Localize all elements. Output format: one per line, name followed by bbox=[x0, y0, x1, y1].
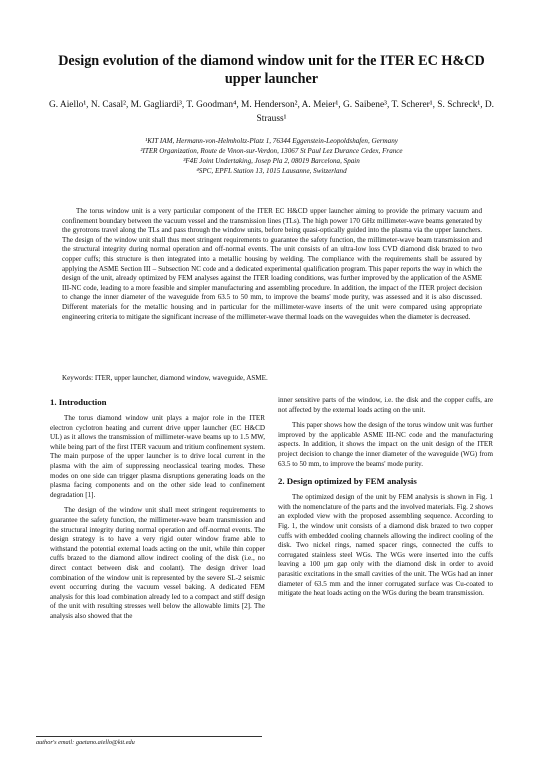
intro-paragraph-continued: inner sensitive parts of the window, i.e. the disk and the copper cuffs, are not affected by the external loads acting on the unit. bbox=[278, 396, 493, 414]
footnote-email: author's email: gaetano.aiello@kit.edu bbox=[36, 739, 135, 746]
affiliation-3: ³F4E Joint Undertaking, Josep Pla 2, 08019 Barcelona, Spain bbox=[183, 157, 360, 165]
section-heading-fem: 2. Design optimized by FEM analysis bbox=[278, 476, 417, 487]
left-column bbox=[50, 396, 265, 627]
intro-paragraph-3: This paper shows how the design of the torus window unit was further improved by the applicable ASME III-NC code and the manufacturing aspects. In addition, it shows the impact on the unit design of the ITER project decision to change the inner diameter of the waveguide (WG) from 63.5 to 50 mm, to improve the beams' mode purity. bbox=[278, 421, 493, 468]
author-list: G. Aiello¹, N. Casal², M. Gagliardi³, T. Goodman⁴, M. Henderson², A. Meier¹, G. Saibene³, T. Scherer¹, S. Schreck¹, D. Strauss¹ bbox=[48, 100, 495, 124]
abstract: The torus window unit is a very particular component of the ITER EC H&CD upper launcher aiming to provide the primary vacuum and confinement boundary between the vacuum vessel and the transmission lines (TLs). The high power 170 GHz millimeter-wave beams generated by the gyrotrons travel along the TLs and pass through the window units, before being quasi-optically guided into the plasma via the upper launchers. The design of the window unit shall thus meet stringent requirements to guarantee the safety function, the millimeter-wave beam transmission and the structural integrity during normal operation and off-normal events. The unit consists of an ultra-low loss CVD diamond disk brazed to two copper cuffs; this structure is then integrated into a metallic housing by welding. The compliance with the requirements shall be assured by applying the ASME Section III – Subsection NC code and a dedicated experimental qualification program. This paper reports the way in which the design of the unit, already optimized by FEM analyses against the ITER loading conditions, was further improved by the application of the ASME III-NC code, leading to a more feasible and simpler manufacturing and assembling procedure. In addition, the impact of the ITER project decision to change the inner diameter of the waveguide from 63.5 to 50 mm, to improve the beams' mode purity, was assessed and it is also discussed. Different materials for the metallic housing and in particular for the millimeter-wave inserts of the unit were compared using appropriate engineering criteria to mitigate the significant increase of the millimeter-wave thermal loads on the waveguides when the diameter is decreased. bbox=[62, 207, 482, 321]
paper-title: Design evolution of the diamond window unit for the ITER EC H&CD upper launcher bbox=[58, 53, 485, 87]
footnote-divider bbox=[36, 736, 262, 737]
intro-paragraph-1: The torus diamond window unit plays a major role in the ITER electron cyclotron heating and current drive upper launcher (EC H&CD UL) as it allows the transmission of millimeter-wave beams up to 1.5 MW, while being part of the first ITER vacuum and tritium confinement system. The main purpose of the upper launcher is to drive local current in the plasma with the aim of suppressing neoclassical tearing modes. These modes on one side can trigger plasma disruptions generating loads on the plasma facing components and on the other side lead to confinement degradation [1]. bbox=[50, 414, 265, 499]
affiliation-1: ¹KIT IAM, Hermann-von-Helmholtz-Platz 1, 76344 Eggenstein-Leopoldshafen, Germany bbox=[145, 137, 398, 145]
keywords: Keywords: ITER, upper launcher, diamond window, waveguide, ASME. bbox=[62, 374, 268, 382]
affiliations bbox=[48, 136, 495, 176]
intro-paragraph-2: The design of the window unit shall meet stringent requirements to guarantee the safety function, the millimeter-wave beam transmission and the structural integrity during normal operation and off-normal events. The design strategy is to have a very rigid outer window frame able to withstand the potential external loads acting on the unit, while thin copper cuffs brazed to the diamond allow indirect cooling of the disk (i.e., no direct contact between disk and coolant). The design driver load combination of the window unit is represented by the severe SL-2 seismic event occurring during the vacuum vessel baking. A dedicated FEM analysis for this load combination already led to a compact and stiff design of the unit with resulting stresses well below the allowable limits [2]. The analysis also showed that the bbox=[50, 506, 265, 620]
affiliation-2: ²ITER Organization, Route de Vinon-sur-Verdon, 13067 St Paul Lez Durance Cedex, France bbox=[140, 147, 403, 155]
right-column bbox=[278, 396, 493, 605]
section-heading-introduction: 1. Introduction bbox=[50, 397, 107, 407]
affiliation-4: ⁴SPC, EPFL Station 13, 1015 Lausanne, Switzerland bbox=[196, 167, 347, 175]
fem-paragraph-1: The optimized design of the unit by FEM analysis is shown in Fig. 1 with the nomenclature of the parts and the involved materials. Fig. 2 shows an exploded view with the proposed assembling sequence. According to Fig. 1, the window unit consists of a diamond disk brazed to two copper cuffs with embedded cooling channels allowing the indirect cooling of the disk. Two nickel rings, named spacer rings, connected the cuffs to corrugated stainless steel WGs. The WGs were inserted into the cuffs leaving a 100 µm gap only with the diamond disk in order to avoid parasitic excitations in the small cavities of the unit. The WGs had an inner diameter of 63.5 mm and the inner corrugated surface was Cu-coated to mitigate the heat loads acting on the WGs during the beam transmission. bbox=[278, 493, 493, 598]
